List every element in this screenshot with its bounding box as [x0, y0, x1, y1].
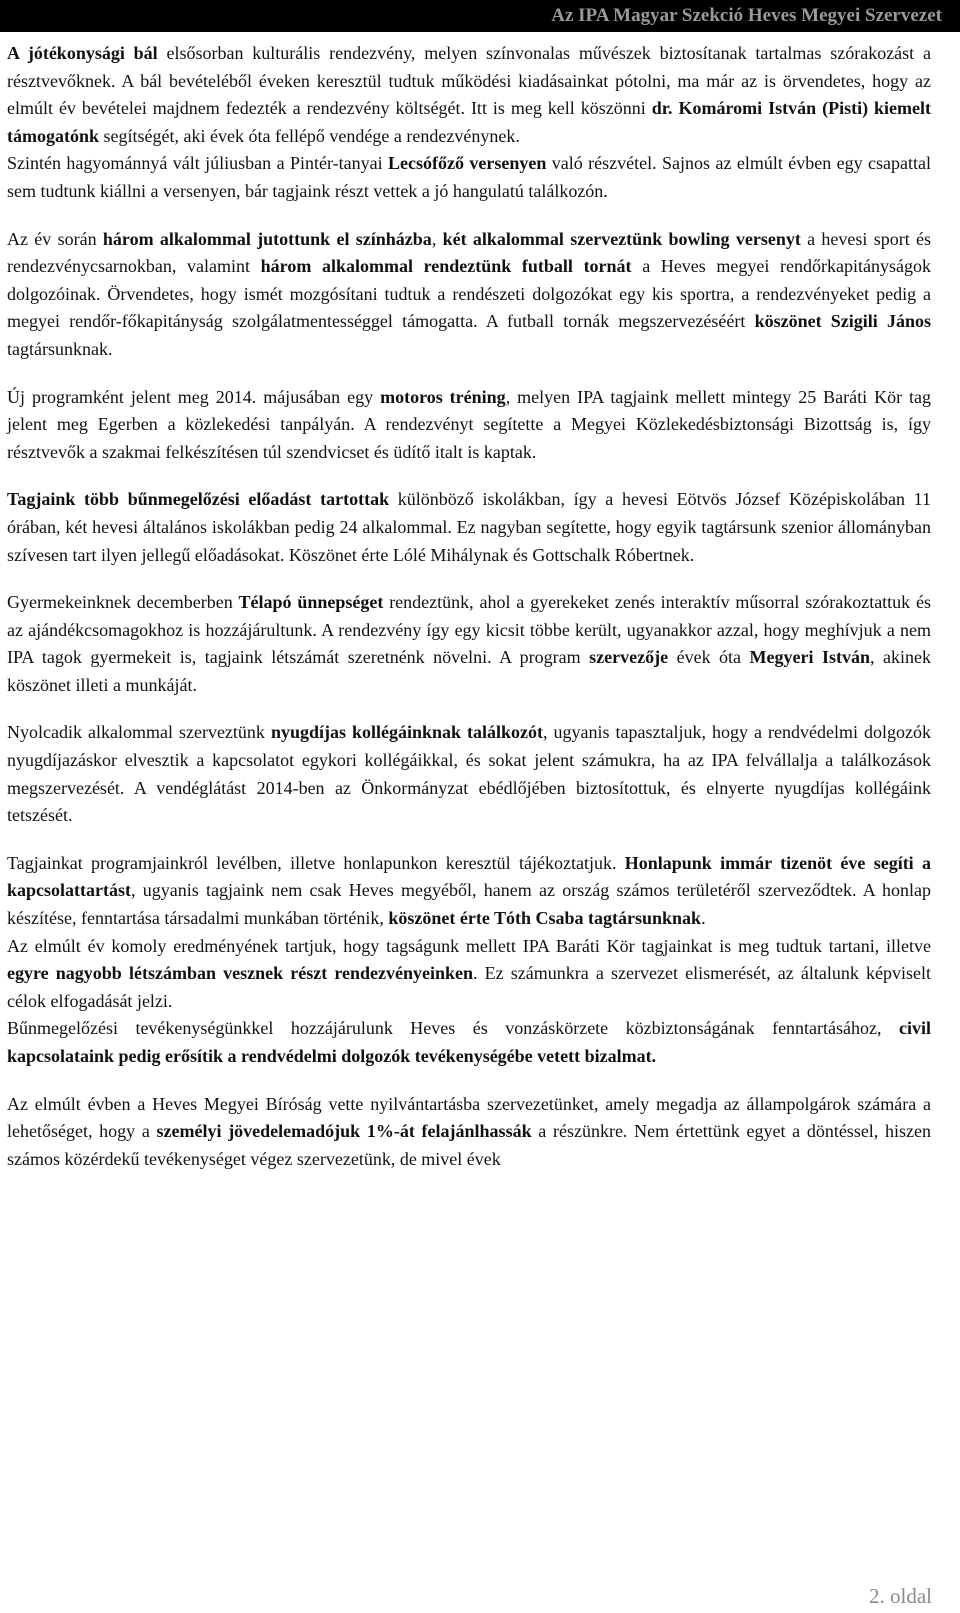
body-text: a hevesi sport és rendezvénycsarnokban, valamint [7, 228, 932, 277]
body-text: Bűnmegelőzési tevékenységünkkel hozzájárulunk Heves és vonzáskörzete közbiztonságának fenntartásához, [7, 1018, 899, 1039]
bold-text: dr. Komáromi István (Pisti) kiemelt támogatónk [7, 98, 932, 146]
paragraph [7, 226, 931, 364]
paragraph [7, 1015, 931, 1070]
bold-text: három alkalommal rendeztünk futball tornát [260, 256, 632, 277]
bold-text: civil kapcsolataink pedig erősítik a rendvédelmi dolgozók tevékenységébe vetett bizalmat. [7, 1018, 931, 1066]
bold-text: Lecsófőző versenyen [388, 153, 547, 174]
body-text: segítségét, aki évek óta fellépő vendége a rendezvénynek. [99, 125, 520, 146]
bold-text: köszönet érte Tóth Csaba tagtársunknak [388, 908, 702, 929]
body-text: Az elmúlt év komoly eredményének tartjuk, hogy tagságunk mellett IPA Baráti Kör tagjainkat is meg tudtuk tartani, illetve [7, 935, 931, 956]
page-header [0, 0, 960, 32]
paragraph [7, 933, 931, 1016]
paragraph [7, 150, 931, 205]
header-title: Az IPA Magyar Szekció Heves Megyei Szervezet [551, 5, 942, 26]
bold-text: motoros tréning [380, 386, 506, 407]
body-text: Az elmúlt évben a Heves Megyei Bíróság vette nyilvántartásba szervezetünket, amely megadja az állampolgárok számára a lehetőséget, hogy a [7, 1093, 931, 1142]
body-text: tagtársunknak. [7, 338, 113, 359]
bold-text: három alkalommal jutottunk el színházba [102, 228, 432, 249]
body-text: Gyermekeinknek decemberben [7, 592, 239, 613]
bold-text: Honlapunk immár tizenöt éve segíti a kapcsolattartást [7, 852, 932, 901]
bold-text: Megyeri István [749, 647, 871, 668]
paragraph [7, 850, 931, 933]
body-text: , [431, 228, 443, 249]
body-text: Az év során [7, 228, 103, 249]
bold-text: egyre nagyobb létszámban vesznek részt rendezvényeinken [7, 963, 474, 984]
body-text: . Ez számunkra a szervezet elismerését, az általunk képviselt célok elfogadását jelzi. [7, 963, 931, 1011]
bold-text: Tagjaink több bűnmegelőzési előadást tartottak [7, 489, 390, 510]
bold-text: szervezője [589, 647, 669, 668]
body-text: Új programként jelent meg 2014. májusában egy [7, 386, 381, 407]
body-text: a Heves megyei rendőrkapitányságok dolgozóinak. Örvendetes, hogy ismét mozgósítani tudtuk a rendészeti dolgozókat egy kis sportra, a rendezvényeket pedig a megyei rendőr-főkapitányság szolgálatmentességgel támogatta. A futball tornák megszervezéséért [7, 256, 931, 332]
paragraph [7, 719, 931, 829]
body-text: különböző iskolákban, így a hevesi Eötvös József Középiskolában 11 órában, két hevesi általános iskolákban pedig 24 alkalommal. Ez nagyban segítette, hogy egyik tagtársunk szenior állományban szívesen tart ilyen jellegű előadásokat. Köszönet érte Lólé Mihálynak és Gottschalk Róbertnek. [7, 489, 931, 565]
body-text: való részvétel. Sajnos az elmúlt évben egy csapattal sem tudtunk kiállni a versenyen, bár tagjaink részt vettek a jó hangulatú találkozón. [7, 153, 931, 201]
document-body [7, 40, 931, 1173]
paragraph [7, 384, 931, 467]
body-text: elsősorban kulturális rendezvény, melyen színvonalas művészek biztosítanak tartalmas szórakozást a résztvevőknek. A bál bevételéből éveken keresztül tudtuk működési kiadásainkat pótolni, ma már az is örvendetes, hogy az elmúlt év bevételei majdnem fedezték a rendezvény költségét. Itt is meg kell köszönni [7, 43, 931, 119]
paragraph [7, 486, 931, 569]
paragraph [7, 1091, 931, 1174]
paragraph [7, 589, 931, 699]
bold-text: köszönet Szigili János [754, 311, 931, 332]
body-text: , ugyanis tapasztaljuk, hogy a rendvédelmi dolgozók nyugdíjazáskor elvesztik a kapcsolatot egykori kollégáikkal, és sokat jelent számukra, ha az IPA felvállalja a találkozások megszervezését. A vendéglátást 2014-ben az Önkormányzat ebédlőjében biztosítottuk, és elnyerte nyugdíjas kollégáink tetszését. [7, 722, 931, 826]
body-text: , ugyanis tagjaink nem csak Heves megyéből, hanem az ország számos területéről szerveződtek. A honlap készítése, fenntartása társadalmi munkában történik, [7, 880, 931, 929]
bold-text: A jótékonysági bál [7, 43, 158, 63]
body-text: . [701, 908, 706, 929]
body-text: rendeztünk, ahol a gyerekeket zenés interaktív műsorral szórakoztattuk és az ajándékcsomagokhoz is hozzájárultunk. A rendezvény így egy kicsit többe került, ugyanakkor azzal, hogy meghívjuk a nem IPA tagok gyermekeit is, tagjaink létszámát szeretnénk növelni. A program [7, 592, 931, 668]
body-text: Szintén hagyománnyá vált júliusban a Pintér-tanyai [7, 153, 388, 174]
body-text: , akinek köszönet illeti a munkáját. [7, 647, 931, 695]
bold-text: Télapó ünnepséget [238, 592, 384, 613]
paragraph [7, 40, 931, 150]
body-text: Tagjainkat programjainkról levélben, illetve honlapunkon keresztül tájékoztatjuk. [7, 852, 625, 873]
bold-text: személyi jövedelemadójuk 1%-át felajánlhassák [156, 1121, 532, 1142]
bold-text: nyugdíjas kollégáinknak találkozót [270, 722, 544, 743]
bold-text: két alkalommal szerveztünk bowling versenyt [442, 228, 801, 249]
body-text: , melyen IPA tagjaink mellett mintegy 25 Baráti Kör tag jelent meg Egerben a közlekedési tanpályán. A rendezvényt segítette a Megyei Közlekedésbiztonsági Bizottság is, így résztvevők a szakmai felkészítésen túl szendvicset és üdítő italt is kaptak. [7, 386, 932, 462]
body-text: évek óta [668, 647, 750, 668]
body-text: Nyolcadik alkalommal szerveztünk [7, 722, 271, 743]
body-text: a részünkre. Nem értettünk egyet a döntéssel, hiszen számos közérdekű tevékenységet végez szervezetünk, de mivel évek [7, 1121, 931, 1169]
page-number: 2. oldal [869, 1584, 932, 1608]
